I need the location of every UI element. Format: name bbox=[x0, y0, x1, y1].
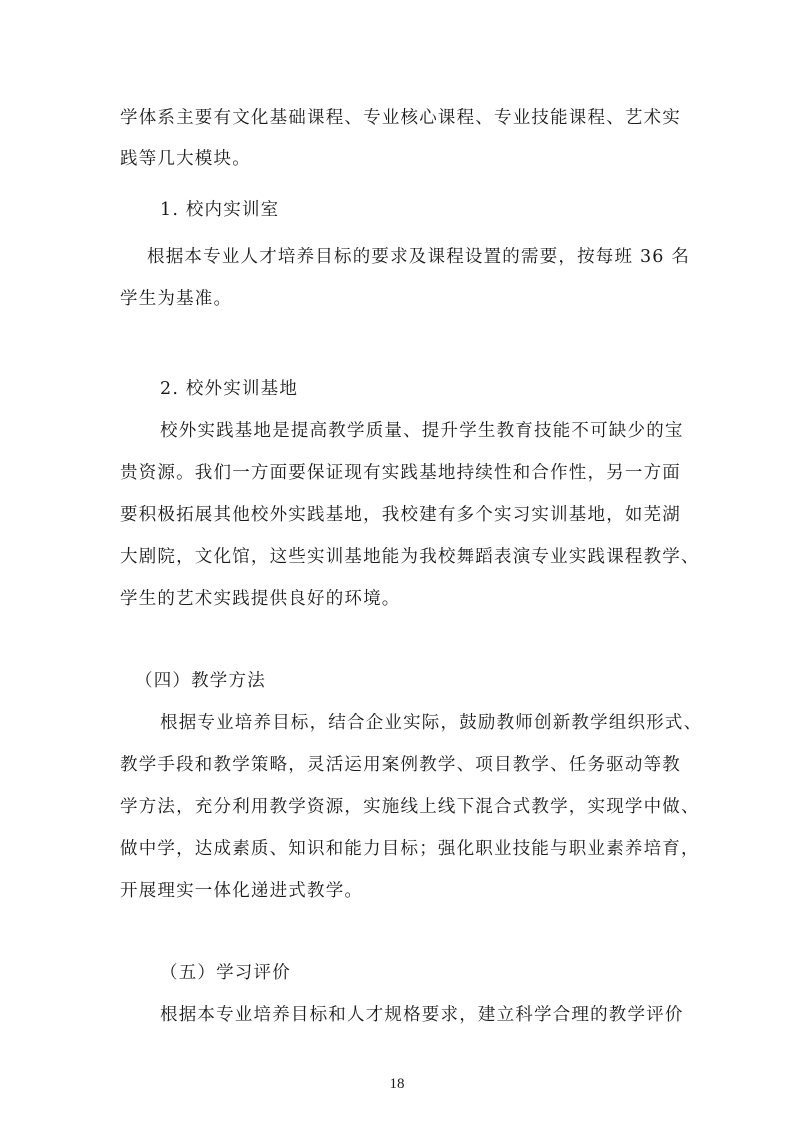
paragraph-line: 学方法，充分利用教学资源，实施线上线下混合式教学，实现学中做、 bbox=[120, 797, 700, 817]
paragraph-line: 根据本专业人才培养目标的要求及课程设置的需要，按每班 36 名 bbox=[147, 247, 691, 267]
paragraph-line: 学生的艺术实践提供良好的环境。 bbox=[120, 589, 401, 609]
paragraph-line: 学生为基准。 bbox=[120, 289, 233, 309]
paragraph-line: 贵资源。我们一方面要保证现有实践基地持续性和合作性，另一方面 bbox=[120, 463, 681, 483]
paragraph-line: 开展理实一体化递进式教学。 bbox=[120, 881, 364, 901]
paragraph-line: 学体系主要有文化基础课程、专业核心课程、专业技能课程、艺术实 bbox=[120, 108, 681, 128]
paragraph-line: 践等几大模块。 bbox=[120, 149, 251, 169]
paragraph-line: 根据专业培养目标，结合企业实际，鼓励教师创新教学组织形式、 bbox=[160, 713, 703, 733]
paragraph-line: 教学手段和教学策略，灵活运用案例教学、项目教学、任务驱动等教 bbox=[120, 755, 681, 775]
paragraph-line: 根据本专业培养目标和人才规格要求，建立科学合理的教学评价 bbox=[160, 1005, 684, 1025]
paragraph-line: 做中学，达成素质、知识和能力目标；强化职业技能与职业素养培育， bbox=[120, 839, 700, 859]
section-heading: 1. 校内实训室 bbox=[160, 200, 280, 220]
section-heading: （四）教学方法 bbox=[135, 671, 266, 691]
section-heading: 2. 校外实训基地 bbox=[160, 379, 299, 399]
paragraph-line: 要积极拓展其他校外实践基地，我校建有多个实习实训基地，如芜湖 bbox=[120, 505, 681, 525]
page-number: 18 bbox=[389, 1076, 405, 1092]
paragraph-line: 大剧院，文化馆，这些实训基地能为我校舞蹈表演专业实践课程教学、 bbox=[120, 547, 700, 567]
section-heading: （五）学习评价 bbox=[160, 963, 291, 983]
paragraph-line: 校外实践基地是提高教学质量、提升学生教育技能不可缺少的宝 bbox=[160, 421, 684, 441]
